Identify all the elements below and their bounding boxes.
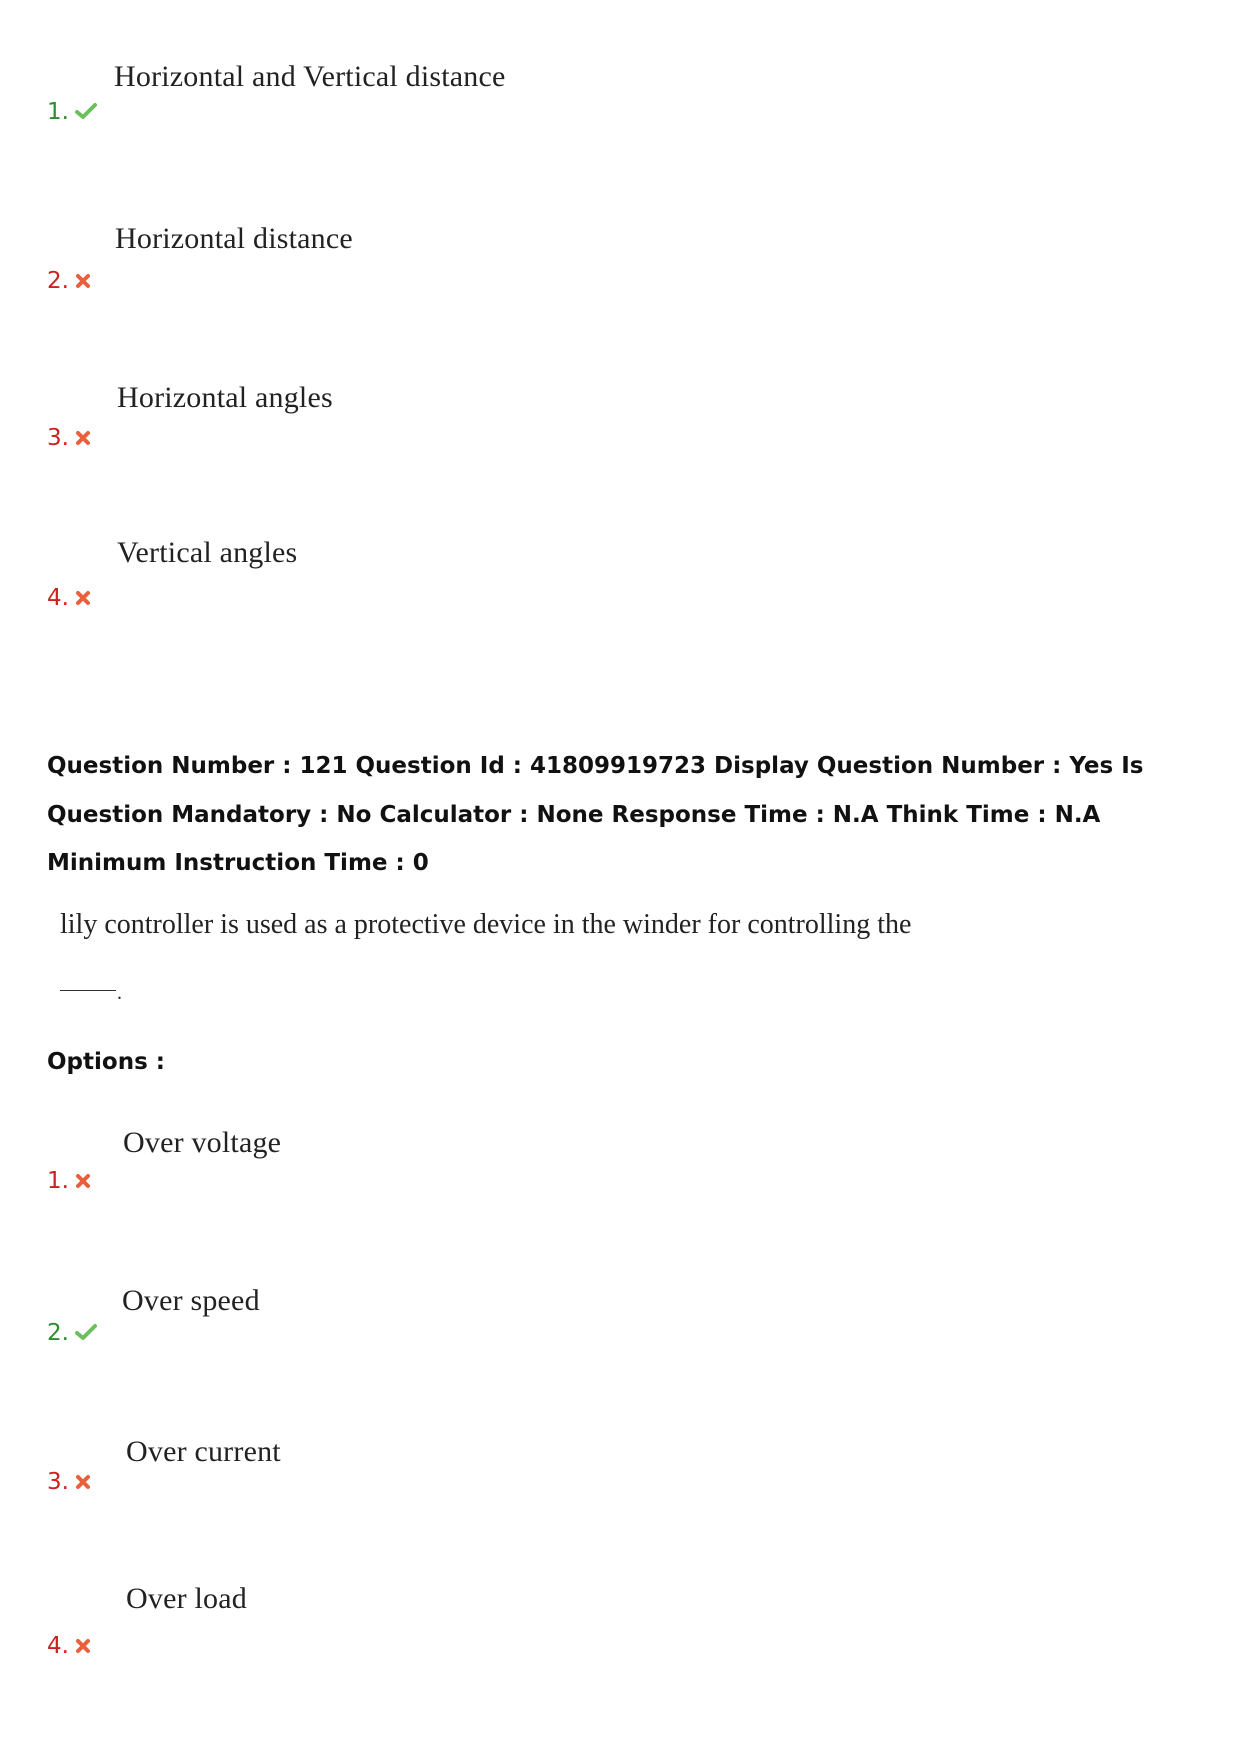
cross-icon [75, 1633, 91, 1661]
check-icon [75, 1320, 97, 1348]
cross-icon [75, 268, 91, 296]
cross-icon [75, 425, 91, 453]
option-text: Over current [126, 1435, 281, 1468]
question-text: lily controller is used as a protective device in the winder for controlling the [60, 909, 912, 940]
option-number: 3. [47, 424, 91, 453]
question-meta: Question Number : 121 Question Id : 41809919723 Display Question Number : Yes Is Question Mandatory : No Calculator : None Response Time : N.A Think Time : N.A Minimum Instruction Time : 0 [47, 753, 1144, 876]
options-label: Options : [47, 1049, 165, 1075]
option-text: Over load [126, 1582, 247, 1615]
option-text: Horizontal distance [115, 222, 353, 255]
option-text: Over voltage [123, 1126, 282, 1159]
option-number: 2. [47, 1319, 97, 1348]
option-number: 4. [47, 1632, 91, 1661]
cross-icon [75, 585, 91, 613]
option-text: Vertical angles [117, 536, 298, 569]
cross-icon [75, 1469, 91, 1497]
option-number: 1. [47, 98, 97, 127]
option-number: 1. [47, 1167, 91, 1196]
option-number: 2. [47, 267, 91, 296]
option-text: Horizontal and Vertical distance [114, 60, 506, 93]
answer-blank [60, 990, 116, 991]
option-number: 4. [47, 584, 91, 613]
option-text: Over speed [122, 1284, 260, 1317]
blank-suffix: . [117, 982, 122, 1004]
check-icon [75, 99, 97, 127]
cross-icon [75, 1168, 91, 1196]
option-number: 3. [47, 1468, 91, 1497]
option-text: Horizontal angles [117, 381, 333, 414]
